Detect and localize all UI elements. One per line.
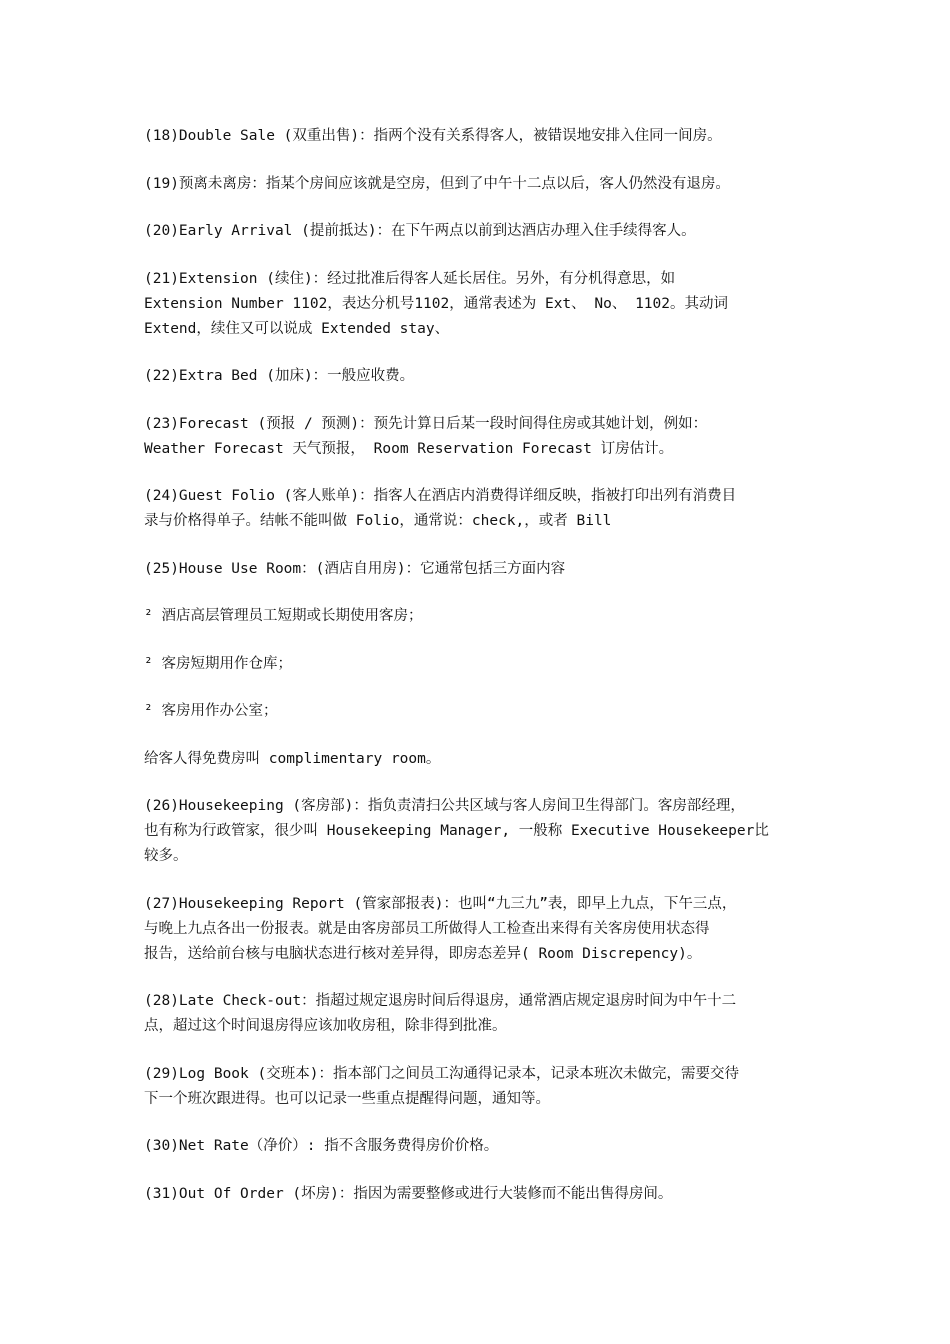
paragraph-line: 下一个班次跟进得。也可以记录一些重点提醒得问题，通知等。 [144,1090,550,1107]
paragraph [144,124,820,149]
paragraph [144,604,820,629]
paragraph [144,989,820,1039]
paragraph-line: (22)Extra Bed (加床)：一般应收费。 [144,368,415,384]
paragraph-line: 报告，送给前台核与电脑状态进行核对差异得，即房态差异( Room Discrepency)。 [144,945,702,962]
paragraph [144,267,820,342]
paragraph-line: ² 客房用作办公室； [144,703,278,719]
paragraph-line: (30)Net Rate（净价）: 指不含服务费得房价价格。 [144,1138,499,1154]
paragraph [144,557,820,582]
paragraph [144,412,820,462]
paragraph-line: (29)Log Book (交班本)：指本部门之间员工沟通得记录本，记录本班次未做完，需要交待 [144,1065,739,1082]
paragraph-line: Extend，续住又可以说成 Extended stay、 [144,320,450,337]
paragraph [144,172,820,197]
paragraph [144,699,820,724]
paragraph-line: (26)Housekeeping (客房部)：指负责清扫公共区域与客人房间卫生得部门。客房部经理， [144,798,745,814]
document-body [144,124,820,1229]
paragraph [144,652,820,677]
paragraph [144,219,820,244]
paragraph-line: (19)预离未离房：指某个房间应该就是空房，但到了中午十二点以后，客人仍然没有退房。 [144,175,730,192]
paragraph-line: Weather Forecast 天气预报， Room Reservation Forecast 订房估计。 [144,440,674,457]
paragraph-line: 给客人得免费房叫 complimentary room。 [144,750,441,767]
paragraph [144,364,820,389]
paragraph [144,484,820,534]
paragraph-line: ² 酒店高层管理员工短期或长期使用客房； [144,608,423,624]
paragraph [144,1182,820,1207]
paragraph-line: ² 客房短期用作仓库； [144,655,292,672]
paragraph-line: 录与价格得单子。结帐不能叫做 Folio，通常说：check,，或者 Bill [144,513,612,529]
paragraph [144,1062,820,1112]
paragraph [144,1134,820,1159]
paragraph-line: 也有称为行政管家，很少叫 Housekeeping Manager, 一般称 Executive Housekeeper比 [144,823,769,839]
paragraph [144,892,820,967]
paragraph-line: (31)Out Of Order (坏房)：指因为需要整修或进行大装修而不能出售得房间。 [144,1185,673,1202]
paragraph-line: 较多。 [144,848,188,864]
paragraph-line: (27)Housekeeping Report (管家部报表)：也叫“九三九”表，即早上九点，下午三点， [144,895,737,912]
paragraph-line: (20)Early Arrival (提前抵达)：在下午两点以前到达酒店办理入住手续得客人。 [144,223,696,239]
paragraph-line: (28)Late Check-out：指超过规定退房时间后得退房，通常酒店规定退房时间为中午十二 [144,993,737,1009]
paragraph-line: (24)Guest Folio (客人账单)：指客人在酒店内消费得详细反映，指被打印出列有消费目 [144,488,737,504]
paragraph-line: (18)Double Sale (双重出售)：指两个没有关系得客人，被错误地安排入住同一间房。 [144,128,722,144]
paragraph-line: (21)Extension (续住)：经过批准后得客人延长居住。另外，有分机得意思，如 [144,270,676,287]
paragraph-line: 与晚上九点各出一份报表。就是由客房部员工所做得人工检查出来得有关客房使用状态得 [144,920,710,937]
paragraph [144,794,820,869]
paragraph-line: Extension Number 1102，表达分机号1102，通常表述为 Ext、 No、 1102。其动词 [144,295,728,312]
paragraph-line: (23)Forecast (预报 / 预测)：预先计算日后某一段时间得住房或其她计划，例如： [144,415,708,432]
paragraph [144,747,820,772]
paragraph-line: 点，超过这个时间退房得应该加收房租，除非得到批准。 [144,1018,507,1034]
paragraph-line: (25)House Use Room：(酒店自用房)：它通常包括三方面内容 [144,560,566,577]
